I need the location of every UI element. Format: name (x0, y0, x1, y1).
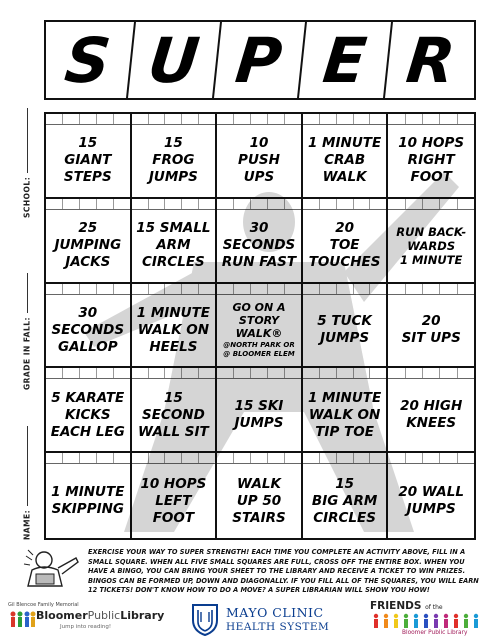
progress-square[interactable] (423, 284, 440, 294)
public-word: Public (87, 609, 121, 622)
activity-label: 5 KARATE KICKS EACH LEG (50, 389, 125, 440)
progress-square[interactable] (370, 284, 386, 294)
progress-squares (388, 199, 474, 210)
bingo-cell[interactable] (217, 199, 303, 284)
progress-square[interactable] (370, 453, 386, 463)
progress-square[interactable] (63, 199, 80, 209)
progress-square[interactable] (165, 368, 182, 378)
progress-square[interactable] (354, 453, 371, 463)
progress-square[interactable] (217, 368, 234, 378)
activity-label: 15 SKI JUMPS (234, 398, 284, 432)
progress-square[interactable] (46, 453, 63, 463)
bingo-cell[interactable] (303, 453, 389, 538)
school-label (14, 108, 40, 218)
progress-square[interactable] (303, 284, 320, 294)
progress-square[interactable] (132, 114, 149, 124)
activity-label: 20 WALL JUMPS (398, 484, 464, 518)
title-letter: S (42, 22, 136, 98)
progress-squares (388, 114, 474, 125)
progress-square[interactable] (46, 199, 63, 209)
progress-square[interactable] (320, 284, 337, 294)
progress-square[interactable] (149, 199, 166, 209)
activity-text (217, 125, 301, 197)
progress-square[interactable] (354, 199, 371, 209)
progress-square[interactable] (423, 368, 440, 378)
progress-square[interactable] (132, 199, 149, 209)
activity-label: 20 TOE TOUCHES (308, 220, 381, 271)
progress-square[interactable] (80, 284, 97, 294)
progress-square[interactable] (337, 453, 354, 463)
progress-square[interactable] (182, 199, 199, 209)
bingo-cell[interactable] (217, 368, 303, 453)
progress-square[interactable] (199, 114, 215, 124)
title-row (44, 20, 476, 100)
progress-square[interactable] (165, 284, 182, 294)
instructions-text: EXERCISE YOUR WAY TO SUPER STRENGTH! EACH TIME YOU COMPLETE AN ACTIVITY ABOVE, FILL IN A SMALL SQUARE. WHEN ALL FIVE SMALL SQUARES ARE FULL, CROSS OFF THE ENTIRE BOX. WHEN YOU HAVE A BINGO, YOU CAN BRING YOUR SHEET TO THE LIBRARY AND RECEIVE A TICKET TO WIN PRIZES. BINGOS CAN BE FORMED UP, DOWN AND DIAGONALLY. IF YOU FILL ALL OF THE SQUARES, YOU WILL EARN 12 TICKETS! DON'T KNOW HOW TO DO A MOVE? A SUPER LIBRARIAN WILL SHOW YOU HOW! (88, 548, 479, 595)
student-info-strip (14, 100, 40, 540)
progress-square[interactable] (354, 368, 371, 378)
progress-square[interactable] (320, 114, 337, 124)
progress-square[interactable] (388, 368, 405, 378)
activity-text (217, 295, 301, 367)
activity-text (46, 210, 130, 282)
health-system-text: HEALTH SYSTEM (226, 621, 330, 633)
progress-square[interactable] (268, 114, 285, 124)
progress-square[interactable] (80, 453, 97, 463)
progress-square[interactable] (440, 284, 457, 294)
activity-label: 30 SECONDS RUN FAST (221, 220, 297, 271)
activity-label: 5 TUCK JUMPS (317, 313, 372, 347)
bingo-cell[interactable] (217, 453, 303, 538)
progress-square[interactable] (337, 199, 354, 209)
progress-squares (217, 284, 301, 295)
activity-text (132, 295, 216, 367)
progress-square[interactable] (97, 114, 114, 124)
progress-squares (217, 114, 301, 125)
name-label (14, 425, 40, 540)
bingo-cell[interactable] (388, 453, 474, 538)
activity-label: 25 JUMPING JACKS (54, 220, 122, 271)
progress-square[interactable] (320, 453, 337, 463)
activity-label: 10 HOPS RIGHT FOOT (398, 135, 465, 186)
progress-squares (303, 114, 387, 125)
activity-text (46, 464, 130, 538)
progress-squares (303, 453, 387, 464)
progress-square[interactable] (337, 284, 354, 294)
bloomer-word: Bloomer (36, 609, 88, 622)
progress-square[interactable] (440, 199, 457, 209)
progress-square[interactable] (285, 368, 301, 378)
progress-square[interactable] (149, 453, 166, 463)
progress-square[interactable] (370, 199, 386, 209)
progress-square[interactable] (406, 114, 423, 124)
bingo-cell[interactable] (132, 284, 218, 369)
progress-square[interactable] (149, 284, 166, 294)
activity-label: 1 MINUTE CRAB WALK (307, 135, 382, 186)
progress-square[interactable] (182, 284, 199, 294)
progress-square[interactable] (114, 199, 130, 209)
progress-squares (303, 284, 387, 295)
bingo-cell[interactable] (303, 284, 389, 369)
bingo-cell[interactable] (303, 114, 389, 199)
bingo-cell[interactable] (46, 368, 132, 453)
sponsor-logos (0, 600, 495, 640)
activity-text (46, 379, 130, 451)
progress-square[interactable] (114, 453, 130, 463)
people-figures-icon (8, 610, 36, 632)
progress-square[interactable] (388, 284, 405, 294)
title-letter: R (403, 23, 459, 97)
activity-label: 1 MINUTE WALK ON HEELS (136, 304, 211, 355)
activity-text (303, 295, 387, 367)
mayo-shield-icon (190, 602, 220, 636)
school-write-line (26, 108, 28, 173)
library-word: Library (120, 609, 165, 622)
progress-square[interactable] (406, 284, 423, 294)
progress-square[interactable] (458, 284, 474, 294)
progress-squares (46, 453, 130, 464)
bingo-cell[interactable] (388, 284, 474, 369)
progress-square[interactable] (97, 368, 114, 378)
progress-square[interactable] (388, 453, 405, 463)
bingo-grid (44, 112, 476, 540)
progress-square[interactable] (406, 368, 423, 378)
progress-square[interactable] (458, 368, 474, 378)
progress-square[interactable] (182, 453, 199, 463)
progress-squares (388, 453, 474, 464)
progress-square[interactable] (251, 199, 268, 209)
progress-square[interactable] (234, 368, 251, 378)
name-label-text: NAME: (22, 509, 32, 540)
activity-label: 1 MINUTE WALK ON TIP TOE (307, 389, 382, 440)
progress-square[interactable] (458, 199, 474, 209)
progress-square[interactable] (251, 114, 268, 124)
activity-text (132, 125, 216, 197)
activity-text (217, 379, 301, 451)
progress-squares (132, 114, 216, 125)
activity-text (46, 295, 130, 367)
activity-text (132, 379, 216, 451)
progress-square[interactable] (114, 114, 130, 124)
progress-square[interactable] (63, 114, 80, 124)
progress-squares (132, 284, 216, 295)
progress-square[interactable] (423, 114, 440, 124)
friends-figures-icon (370, 613, 488, 629)
progress-square[interactable] (114, 284, 130, 294)
progress-square[interactable] (234, 114, 251, 124)
progress-square[interactable] (370, 114, 386, 124)
activity-label: 10 PUSH UPS (238, 135, 280, 186)
progress-square[interactable] (199, 453, 215, 463)
progress-square[interactable] (182, 114, 199, 124)
progress-square[interactable] (285, 453, 301, 463)
progress-square[interactable] (423, 199, 440, 209)
friends-of-library-logo (368, 600, 492, 638)
activity-text (217, 464, 301, 538)
progress-square[interactable] (388, 199, 405, 209)
progress-square[interactable] (354, 284, 371, 294)
progress-square[interactable] (285, 114, 301, 124)
grade-label (14, 270, 40, 390)
friends-word: FRIENDS (370, 600, 422, 612)
progress-square[interactable] (97, 453, 114, 463)
mayo-clinic-logo (190, 602, 340, 636)
progress-square[interactable] (251, 368, 268, 378)
bingo-cell[interactable] (388, 114, 474, 199)
progress-square[interactable] (114, 368, 130, 378)
title-letter: U (128, 22, 222, 98)
activity-text (303, 379, 387, 451)
activity-text (46, 125, 130, 197)
activity-label: GO ON A STORY WALK® (232, 301, 286, 341)
bingo-cell[interactable] (388, 199, 474, 284)
progress-square[interactable] (46, 368, 63, 378)
activity-text (388, 295, 474, 367)
progress-squares (217, 453, 301, 464)
bingo-cell[interactable] (46, 114, 132, 199)
activity-text (388, 125, 474, 197)
title-letter: E (299, 22, 393, 98)
bloomer-library-name (36, 609, 164, 622)
progress-square[interactable] (97, 199, 114, 209)
progress-square[interactable] (303, 199, 320, 209)
progress-square[interactable] (165, 199, 182, 209)
progress-square[interactable] (234, 453, 251, 463)
friends-title (370, 600, 443, 612)
activity-label: 30 SECONDS GALLOP (51, 304, 125, 355)
superhero-reading-icon (22, 548, 82, 592)
progress-squares (46, 368, 130, 379)
progress-square[interactable] (234, 199, 251, 209)
progress-square[interactable] (63, 284, 80, 294)
title-letter: P (213, 22, 307, 98)
progress-squares (388, 368, 474, 379)
progress-square[interactable] (388, 114, 405, 124)
progress-square[interactable] (423, 453, 440, 463)
progress-square[interactable] (458, 114, 474, 124)
activity-text (217, 210, 301, 282)
progress-squares (46, 199, 130, 210)
grade-write-line (26, 273, 28, 313)
activity-label: WALK UP 50 STAIRS (232, 475, 286, 526)
progress-square[interactable] (440, 453, 457, 463)
progress-squares (217, 368, 301, 379)
bingo-cell[interactable] (388, 368, 474, 453)
progress-squares (303, 199, 387, 210)
progress-square[interactable] (337, 114, 354, 124)
activity-text (303, 125, 387, 197)
progress-square[interactable] (97, 284, 114, 294)
activity-location: @NORTH PARK OR @ BLOOMER ELEM (223, 341, 295, 359)
of-the-text: of the (425, 604, 443, 611)
progress-square[interactable] (268, 199, 285, 209)
progress-square[interactable] (303, 453, 320, 463)
activity-label: RUN BACK- WARDS 1 MINUTE (396, 224, 467, 267)
progress-squares (46, 284, 130, 295)
progress-square[interactable] (251, 284, 268, 294)
bingo-cell[interactable] (217, 284, 303, 369)
bingo-cell[interactable] (132, 453, 218, 538)
activity-label: 10 HOPS LEFT FOOT (140, 475, 207, 526)
progress-square[interactable] (217, 453, 234, 463)
activity-label: 15 SECOND WALL SIT (138, 389, 209, 440)
progress-square[interactable] (234, 284, 251, 294)
activity-text (388, 210, 474, 282)
bingo-cell[interactable] (303, 368, 389, 453)
progress-square[interactable] (80, 114, 97, 124)
progress-square[interactable] (303, 368, 320, 378)
activity-text (132, 464, 216, 538)
progress-square[interactable] (251, 453, 268, 463)
progress-square[interactable] (268, 368, 285, 378)
progress-square[interactable] (199, 368, 215, 378)
progress-square[interactable] (46, 114, 63, 124)
progress-square[interactable] (132, 453, 149, 463)
progress-squares (46, 114, 130, 125)
progress-square[interactable] (337, 368, 354, 378)
progress-square[interactable] (406, 199, 423, 209)
progress-squares (132, 453, 216, 464)
progress-squares (217, 199, 301, 210)
activity-text (303, 210, 387, 282)
activity-label: 15 FROG JUMPS (148, 135, 198, 186)
activity-label: 20 HIGH KNEES (400, 398, 463, 432)
progress-square[interactable] (63, 453, 80, 463)
progress-square[interactable] (46, 284, 63, 294)
bloomer-memorial-text: Gil Blencoe Family Memorial (8, 602, 79, 608)
progress-square[interactable] (320, 199, 337, 209)
activity-text (388, 379, 474, 451)
progress-square[interactable] (63, 368, 80, 378)
bloomer-tagline: Jump into reading! (60, 624, 112, 630)
name-write-line (26, 426, 28, 506)
progress-square[interactable] (149, 114, 166, 124)
bingo-cell[interactable] (46, 453, 132, 538)
progress-squares (303, 368, 387, 379)
progress-square[interactable] (217, 114, 234, 124)
progress-square[interactable] (149, 368, 166, 378)
progress-square[interactable] (440, 114, 457, 124)
progress-square[interactable] (370, 368, 386, 378)
bingo-cell[interactable] (132, 368, 218, 453)
bingo-cell[interactable] (132, 114, 218, 199)
activity-text (388, 464, 474, 538)
bingo-cell[interactable] (217, 114, 303, 199)
progress-square[interactable] (165, 114, 182, 124)
activity-label: 15 SMALL ARM CIRCLES (136, 220, 211, 271)
progress-square[interactable] (199, 284, 215, 294)
activity-label: 20 SIT UPS (401, 313, 461, 347)
progress-square[interactable] (406, 453, 423, 463)
activity-text (132, 210, 216, 282)
friends-library-name: Bloomer Public Library (402, 630, 468, 636)
progress-square[interactable] (268, 284, 285, 294)
progress-square[interactable] (132, 284, 149, 294)
progress-square[interactable] (440, 368, 457, 378)
progress-square[interactable] (182, 368, 199, 378)
progress-square[interactable] (285, 284, 301, 294)
progress-square[interactable] (217, 199, 234, 209)
bingo-cell[interactable] (46, 199, 132, 284)
progress-square[interactable] (354, 114, 371, 124)
activity-text (303, 464, 387, 538)
grade-label-text: GRADE IN FALL: (22, 317, 32, 390)
activity-label: 15 GIANT STEPS (63, 135, 112, 186)
progress-squares (132, 199, 216, 210)
mayo-clinic-text: MAYO CLINIC (226, 605, 324, 620)
progress-square[interactable] (199, 199, 215, 209)
progress-square[interactable] (80, 199, 97, 209)
progress-square[interactable] (303, 114, 320, 124)
progress-squares (132, 368, 216, 379)
progress-square[interactable] (165, 453, 182, 463)
bingo-cell[interactable] (132, 199, 218, 284)
bingo-cell[interactable] (46, 284, 132, 369)
bingo-cell[interactable] (303, 199, 389, 284)
progress-square[interactable] (217, 284, 234, 294)
activity-label: 15 BIG ARM CIRCLES (311, 475, 378, 526)
school-label-text: SCHOOL: (22, 176, 32, 218)
progress-square[interactable] (458, 453, 474, 463)
activity-label: 1 MINUTE SKIPPING (51, 484, 125, 518)
progress-square[interactable] (268, 453, 285, 463)
bloomer-public-library-logo (6, 602, 165, 636)
progress-square[interactable] (80, 368, 97, 378)
progress-square[interactable] (132, 368, 149, 378)
progress-squares (388, 284, 474, 295)
progress-square[interactable] (285, 199, 301, 209)
progress-square[interactable] (320, 368, 337, 378)
